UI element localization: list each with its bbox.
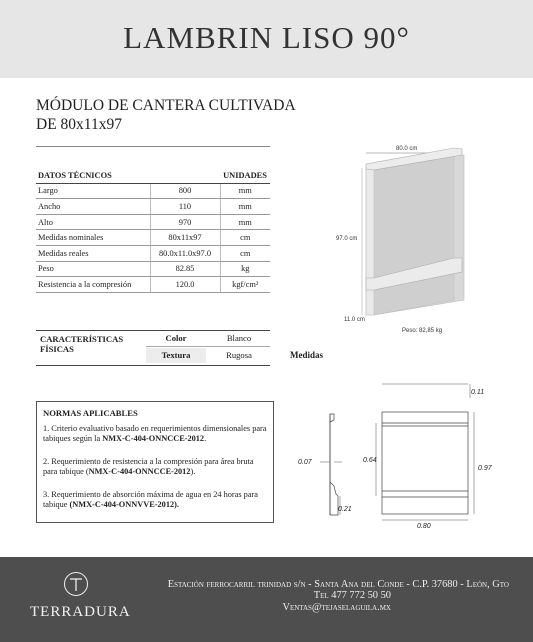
table-row: [36, 199, 270, 215]
table-row: [146, 347, 270, 363]
header-band: [0, 0, 533, 78]
panel-face: [374, 156, 454, 315]
brand-name: TERRADURA: [30, 604, 131, 620]
row-unit: mm: [220, 183, 270, 199]
brand-logo: [30, 571, 131, 621]
product-3d-drawing: [336, 140, 516, 340]
row-value: 120.0: [150, 277, 220, 293]
table-row: [36, 230, 270, 246]
column-header: [150, 168, 220, 183]
front-view-outline: [382, 412, 468, 514]
row-value: 800: [150, 183, 220, 199]
table-row: [146, 330, 270, 347]
norms-box: [36, 401, 274, 523]
row-unit: mm: [220, 214, 270, 230]
table-row: [36, 261, 270, 277]
dim-base: 0.21: [338, 506, 352, 513]
norm-code: NMX-C-404-ONNCCE-2012: [102, 434, 205, 444]
row-value: 82.85: [150, 261, 220, 277]
table-header-row: [36, 168, 270, 183]
norm-text: 2. Requerimiento de resistencia a la compresión para área bruta para tabique (: [43, 457, 254, 477]
row-unit: kg: [220, 261, 270, 277]
address-line: Estación ferrocarril trinidad s/n - Santa Ana del Conde - C.P. 37680 - León, Gto: [167, 579, 509, 590]
row-key: Color: [165, 333, 187, 343]
norms-title: NORMAS APLICABLES: [43, 408, 138, 418]
contact-info: [140, 579, 521, 613]
norm-code: NMX-C-404-ONNCCE-2012: [88, 467, 191, 477]
table-row: [36, 183, 270, 199]
height-label: 97.0 cm: [336, 236, 358, 242]
row-label: Medidas reales: [36, 245, 150, 261]
norm-item-3: [43, 490, 269, 510]
footer: [0, 557, 533, 642]
dim-width: 0.80: [417, 523, 431, 530]
row-value: 110: [150, 199, 220, 215]
row-unit: mm: [220, 199, 270, 215]
row-unit: cm: [220, 245, 270, 261]
row-label: Alto: [36, 214, 150, 230]
dimension-drawing: [290, 378, 510, 533]
email-line: Ventas@tejaselaguila.mx: [282, 601, 391, 613]
logo-mark-icon: [63, 571, 89, 597]
row-value: 80.0x11.0x97.0: [150, 245, 220, 261]
divider: [36, 146, 270, 147]
medidas-heading: Medidas: [290, 350, 324, 360]
column-header: UNIDADES: [220, 168, 270, 183]
table-row: [36, 245, 270, 261]
page-title: LAMBRIN LISO 90°: [123, 20, 410, 55]
norm-item-1: 1. Criterio evaluativo basado en requerimientos dimensionales para tabiques según la NMX-C-404-ONNCCE-2012.: [43, 424, 267, 444]
weight-label: Peso: 82,85 kg: [402, 328, 443, 334]
row-key: Textura: [146, 348, 206, 363]
table-row: [36, 214, 270, 230]
phone-line: Tel 477 772 50 50: [313, 590, 391, 602]
row-value: Rugosa: [226, 350, 252, 360]
row-value: 970: [150, 214, 220, 230]
row-unit: kgf/cm²: [220, 277, 270, 293]
title-line: CARACTERÍSTICAS: [40, 334, 124, 344]
technical-data-table: [36, 168, 270, 293]
panel-edge: [366, 168, 374, 315]
dim-top: 0.11: [471, 389, 485, 396]
row-label: Resistencia a la compresión: [36, 277, 150, 293]
row-label: Ancho: [36, 199, 150, 215]
width-label: 80.0 cm: [396, 146, 418, 152]
table-row: [36, 277, 270, 293]
title-line: FÍSICAS: [40, 344, 74, 354]
row-label: Peso: [36, 261, 150, 277]
dim-inner: 0.64: [363, 457, 377, 464]
characteristics-title: [40, 334, 123, 354]
row-value: Blanco: [226, 333, 252, 343]
product-subtitle: [36, 96, 296, 134]
row-label: Largo: [36, 183, 150, 199]
norm-text: 1. Criterio evaluativo basado en requerimientos dimensionales para tabiques según la: [43, 424, 267, 444]
characteristics-table: [36, 330, 270, 364]
depth-label: 11.0 cm: [344, 317, 365, 323]
subtitle-line-2: DE 80x11x97: [36, 116, 122, 133]
subtitle-line-1: MÓDULO DE CANTERA CULTIVADA: [36, 97, 296, 114]
norm-code: (NMX-C-404-ONNVVE-2012).: [69, 500, 179, 510]
norm-text: 3. Requerimiento de absorción máxima de agua en 24 horas para tabique: [43, 490, 258, 510]
norm-item-2: 2. Requerimiento de resistencia a la compresión para área bruta para tabique (NMX-C-404-ONNCCE-2012).: [43, 457, 254, 477]
profile-outline: [330, 414, 338, 515]
dim-height: 0.97: [478, 465, 492, 472]
dim-offset: 0.07: [298, 459, 312, 466]
row-label: Medidas nominales: [36, 230, 150, 246]
row-unit: cm: [220, 230, 270, 246]
column-header: DATOS TÉCNICOS: [36, 168, 150, 183]
row-value: 80x11x97: [150, 230, 220, 246]
